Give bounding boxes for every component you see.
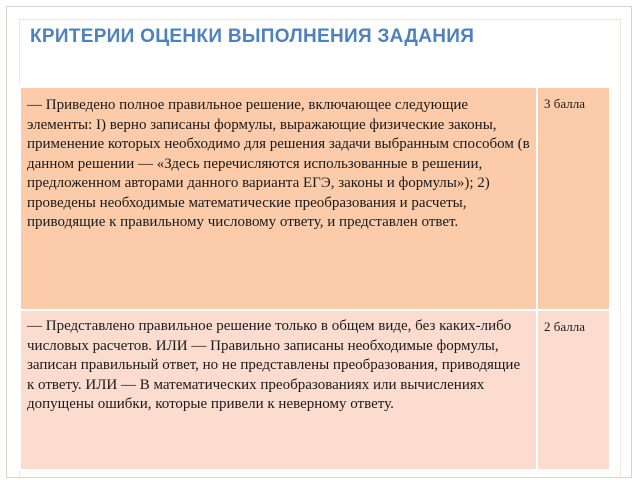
criteria-score: 3 балла <box>537 87 610 310</box>
criteria-description: — Представлено правильное решение только в общем виде, без каких-либо числовых расчетов. ИЛИ — Правильно записаны необходимые формулы, записан правильный ответ, но не представлены преобразования, приводящие к ответу. ИЛИ — В математических преобразованиях или вычислениях допущены ошибки, которые привели к неверному ответу. <box>20 310 537 470</box>
slide-title: КРИТЕРИИ ОЦЕНКИ ВЫПОЛНЕНИЯ ЗАДАНИЯ <box>30 26 475 47</box>
criteria-description: — Приведено полное правильное решение, включающее следующие элементы: I) верно записаны формулы, выражающие физические законы, применение которых необходимо для решения задачи выбранным способом (в данном решении — «Здесь перечисляются использованные в решении, предложенном авторами данного варианта ЕГЭ, законы и формулы»); 2) проведены необходимые математические преобразования и расчеты, приводящие к правильному числовому ответу, и представлен ответ. <box>20 87 537 310</box>
criteria-score: 2 балла <box>537 310 610 470</box>
criteria-table <box>19 86 611 471</box>
criteria-row-2-points <box>20 310 610 470</box>
criteria-row-3-points <box>20 87 610 310</box>
